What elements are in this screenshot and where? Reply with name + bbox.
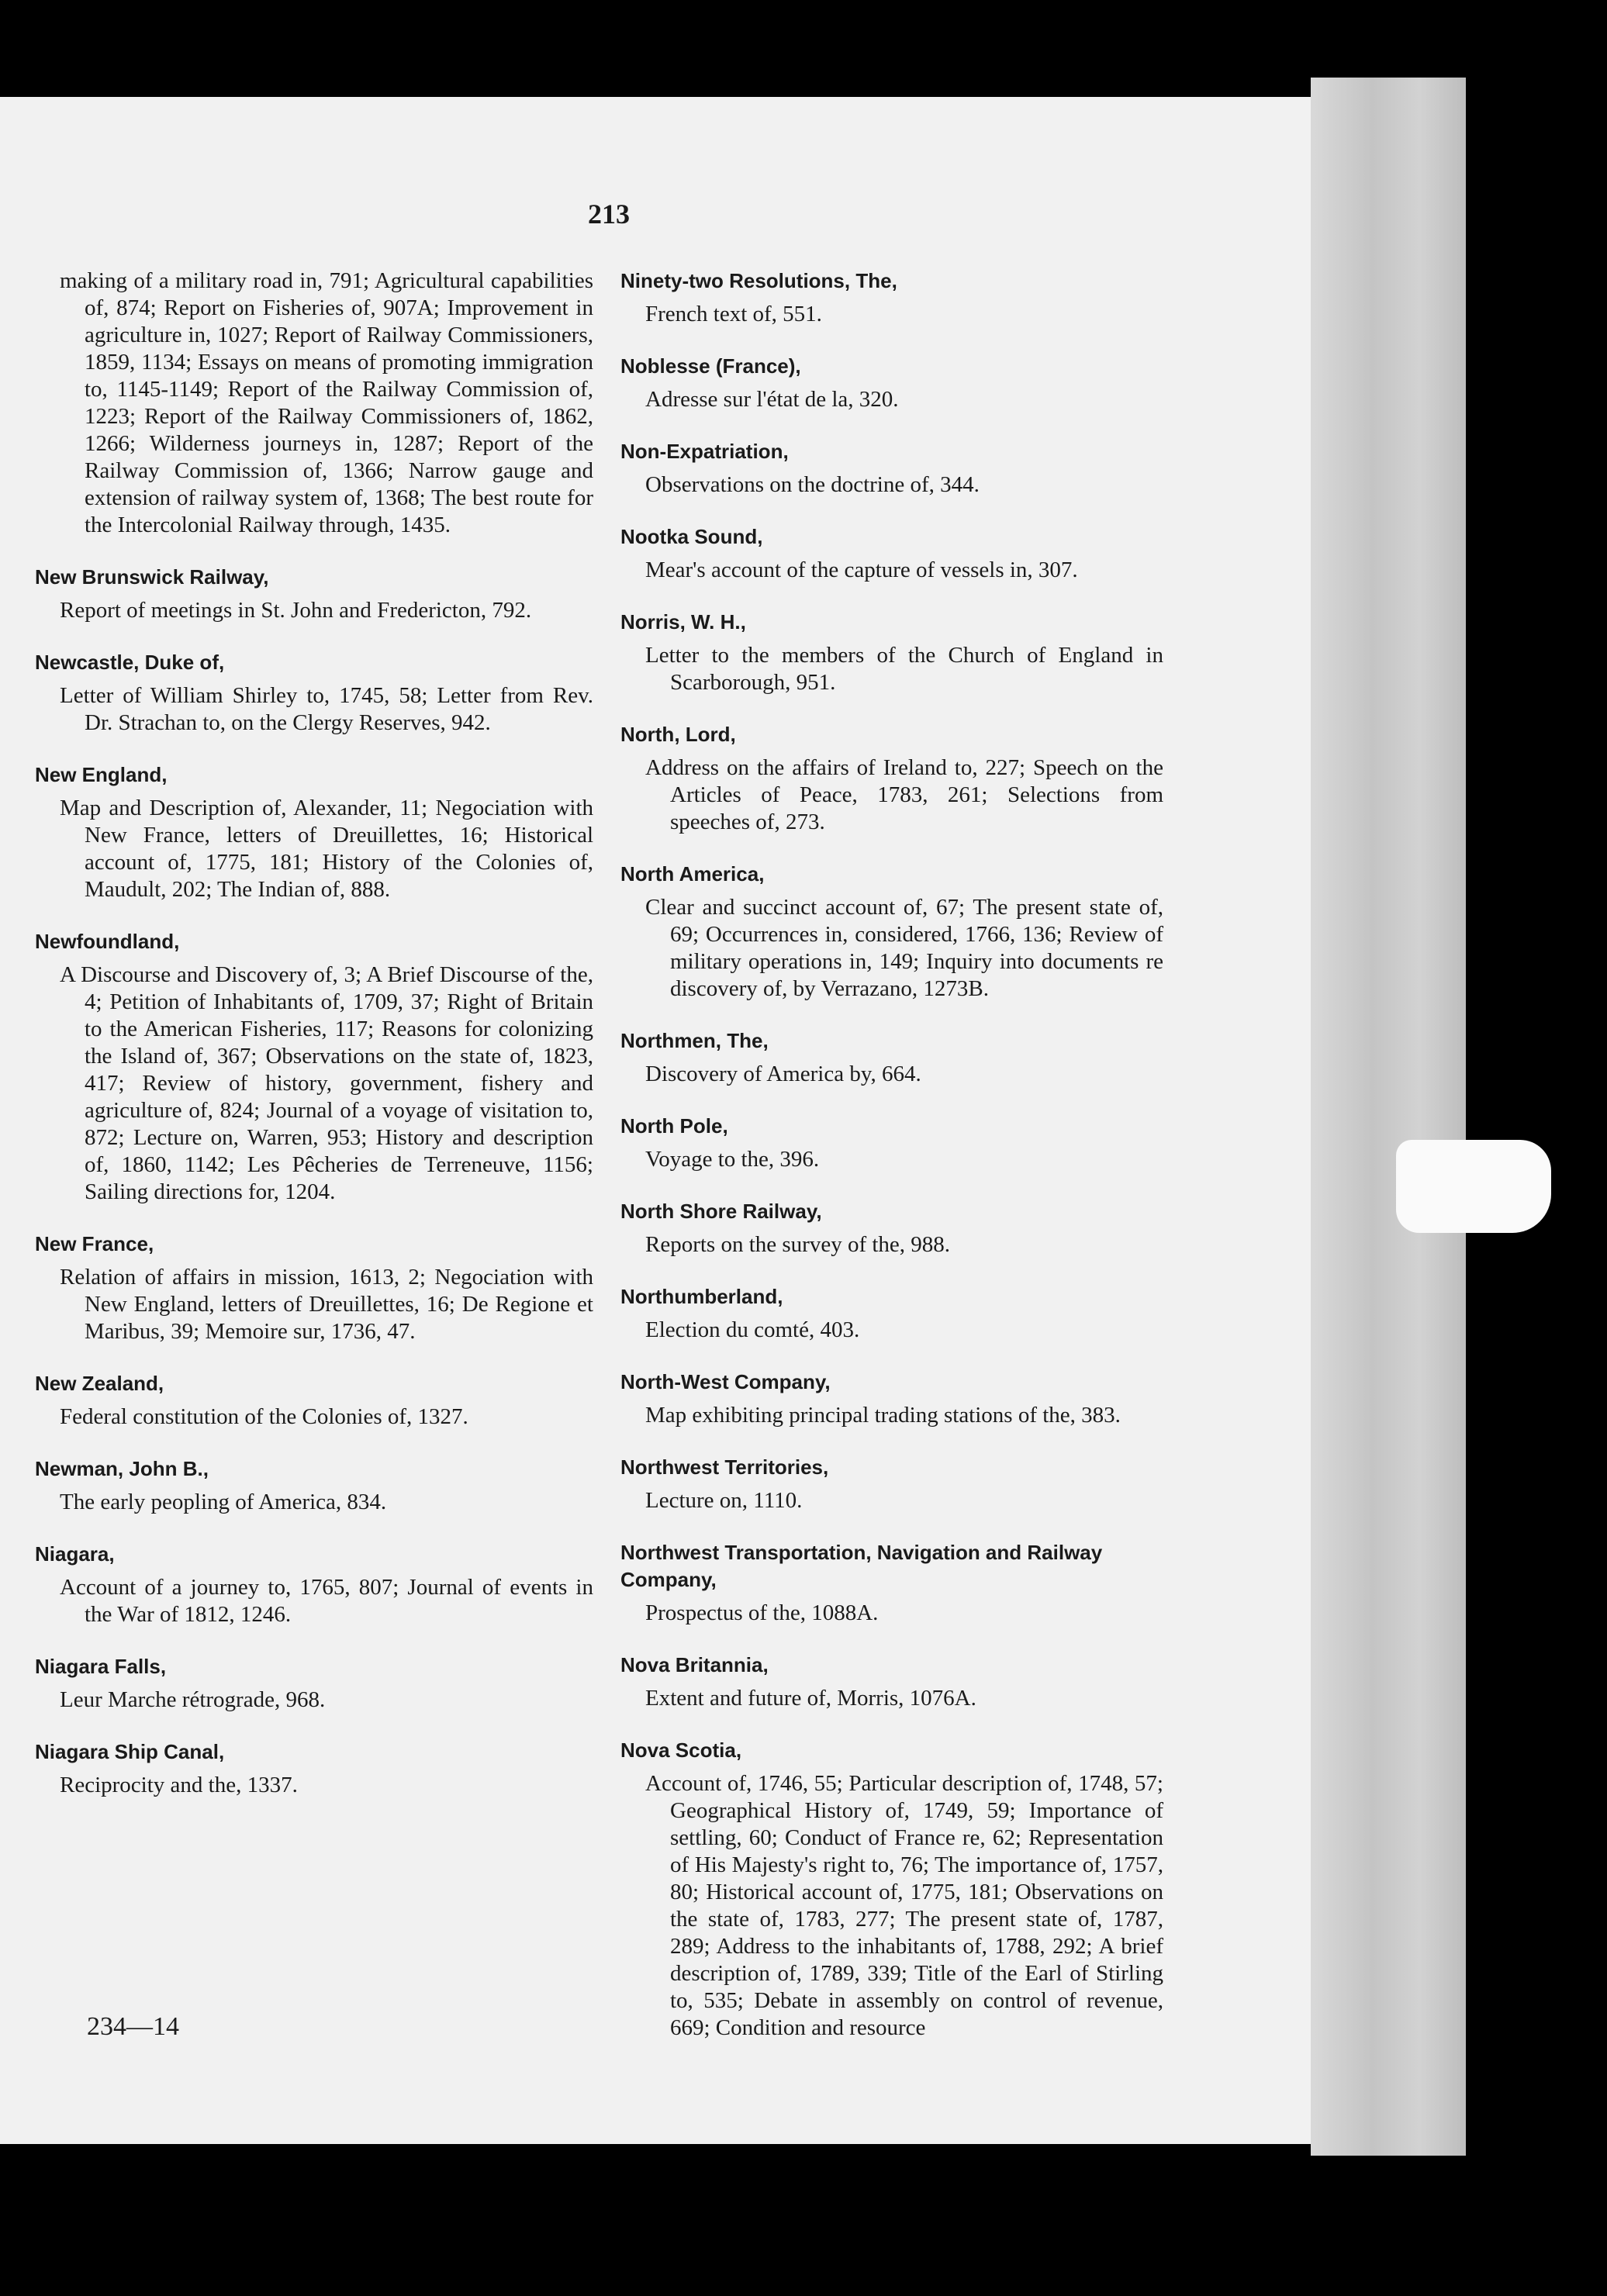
page-edge <box>1311 78 1466 2156</box>
entry-body: Reciprocity and the, 1337. <box>60 1773 298 1797</box>
index-entry <box>620 268 1163 328</box>
entry-heading: Niagara, <box>35 1542 115 1566</box>
entry-heading: Newfoundland, <box>35 930 180 953</box>
index-entry <box>620 1369 1163 1429</box>
paper-tear <box>1396 1140 1551 1233</box>
entry-body: Reports on the survey of the, 988. <box>645 1232 951 1257</box>
entry-heading: Northmen, The, <box>620 1029 769 1052</box>
index-entry <box>35 649 593 737</box>
index-entry <box>35 1231 593 1345</box>
entry-heading: North Shore Railway, <box>620 1200 822 1223</box>
entry-body: French text of, 551. <box>645 302 822 326</box>
entry-heading: North America, <box>620 862 765 886</box>
entry-body: Discovery of America by, 664. <box>645 1062 921 1086</box>
entry-body: Federal constitution of the Colonies of, 1327. <box>60 1404 468 1429</box>
entry-body: Election du comté, 403. <box>645 1317 860 1342</box>
entry-heading: Niagara Ship Canal, <box>35 1740 225 1763</box>
entry-heading: North-West Company, <box>620 1370 831 1393</box>
index-entry <box>620 1652 1163 1712</box>
index-entry <box>620 1737 1163 2042</box>
left-column <box>35 268 593 1824</box>
entry-body: Voyage to the, 396. <box>645 1147 820 1172</box>
entry-heading: Northumberland, <box>620 1285 783 1308</box>
entry-heading: North, Lord, <box>620 723 736 746</box>
entry-body: Extent and future of, Morris, 1076A. <box>645 1686 976 1711</box>
entry-heading: Northwest Territories, <box>620 1455 829 1479</box>
entry-heading: New France, <box>35 1232 154 1255</box>
index-entry <box>35 1455 593 1516</box>
entry-heading: Nootka Sound, <box>620 525 763 548</box>
entry-heading: Niagara Falls, <box>35 1655 167 1678</box>
index-entry <box>35 564 593 624</box>
index-entry <box>620 861 1163 1003</box>
index-entry <box>620 353 1163 413</box>
index-entry <box>35 928 593 1206</box>
entry-body: Map and Description of, Alexander, 11; Negociation with New France, letters of Dreuillettes, 16; Historical account of, 1775, 181; History of the Colonies of, Maudult, 202; The Indian of, 888. <box>60 796 593 902</box>
entry-heading: New Brunswick Railway, <box>35 565 269 589</box>
entry-body: Address on the affairs of Ireland to, 227; Speech on the Articles of Peace, 1783, 261; Selections from speeches of, 273. <box>645 755 1163 834</box>
index-entry <box>620 438 1163 499</box>
entry-heading: Nova Britannia, <box>620 1653 769 1676</box>
entry-body: Account of a journey to, 1765, 807; Journal of events in the War of 1812, 1246. <box>60 1575 593 1627</box>
entry-heading: New England, <box>35 763 168 786</box>
index-entry <box>620 1198 1163 1258</box>
entry-body: Letter to the members of the Church of England in Scarborough, 951. <box>645 643 1163 695</box>
entry-body: Leur Marche rétrograde, 968. <box>60 1687 326 1712</box>
entry-heading: North Pole, <box>620 1114 728 1138</box>
entry-body: Lecture on, 1110. <box>645 1488 803 1513</box>
index-entry <box>35 1738 593 1799</box>
signature-mark: 234—14 <box>87 2012 179 2041</box>
index-entry <box>620 1283 1163 1344</box>
entry-heading: Nova Scotia, <box>620 1738 742 1762</box>
entry-heading: New Zealand, <box>35 1372 164 1395</box>
entry-heading: Newman, John B., <box>35 1457 209 1480</box>
entry-body: Adresse sur l'état de la, 320. <box>645 387 899 412</box>
entry-heading: Newcastle, Duke of, <box>35 651 225 674</box>
right-column <box>620 268 1163 2066</box>
entry-body: Clear and succinct account of, 67; The present state of, 69; Occurrences in, considered, 1766, 136; Review of military operations in, 149; Inquiry into documents re discovery of, by Verrazano, 1273B. <box>645 895 1163 1001</box>
entry-body: The early peopling of America, 834. <box>60 1490 387 1514</box>
index-entry <box>620 721 1163 836</box>
index-entry <box>620 523 1163 584</box>
index-entry <box>620 1027 1163 1088</box>
entry-body: Letter of William Shirley to, 1745, 58; Letter from Rev. Dr. Strachan to, on the Clergy Reserves, 942. <box>60 683 593 735</box>
index-entry <box>35 1370 593 1431</box>
entry-heading: Ninety-two Resolutions, The, <box>620 269 897 292</box>
page-number: 213 <box>588 199 630 230</box>
index-entry <box>620 1113 1163 1173</box>
entry-body: Account of, 1746, 55; Particular description of, 1748, 57; Geographical History of, 1749, 59; Importance of settling, 60; Conduct of France re, 62; Representation of His Majesty's right to, 76; The importance of, 1757, 80; Historical account of, 1775, 181; Observations on the state of, 1783, 277; The present state of, 1787, 289; Address to the inhabitants of, 1788, 292; A brief description of, 1789, 339; Title of the Earl of Stirling to, 535; Debate in assembly on control of revenue, 669; Condition and resource <box>645 1771 1163 2040</box>
entry-body: Prospectus of the, 1088A. <box>645 1600 879 1625</box>
entry-body: Observations on the doctrine of, 344. <box>645 472 980 497</box>
entry-heading: Non-Expatriation, <box>620 440 789 463</box>
entry-body: Map exhibiting principal trading stations of the, 383. <box>645 1403 1121 1428</box>
index-entry <box>35 1653 593 1714</box>
entry-heading: Noblesse (France), <box>620 354 801 378</box>
entry-heading: Norris, W. H., <box>620 610 746 634</box>
continuation-text: making of a military road in, 791; Agricultural capabilities of, 874; Report on Fisheries of, 907A; Improvement in agriculture in, 1027; Report of Railway Commissioners, 1859, 1134; Essays on means of promoting immigration to, 1145-1149; Report of the Railway Commission of, 1223; Report of the Railway Commissioners of, 1862, 1266; Wilderness journeys in, 1287; Report of the Railway Commission of, 1366; Narrow gauge and extension of railway system of, 1368; The best route for the Intercolonial Railway through, 1435. <box>60 268 593 537</box>
index-entry <box>620 1454 1163 1514</box>
index-entry <box>35 761 593 903</box>
entry-body: Mear's account of the capture of vessels in, 307. <box>645 558 1078 582</box>
index-entry <box>620 609 1163 696</box>
entry-body: Relation of affairs in mission, 1613, 2; Negociation with New England, letters of Dreuillettes, 16; De Regione et Maribus, 39; Memoire sur, 1736, 47. <box>60 1265 593 1344</box>
entry-body: A Discourse and Discovery of, 3; A Brief Discourse of the, 4; Petition of Inhabitants of, 1709, 37; Right of Britain to the American Fisheries, 117; Reasons for colonizing the Island of, 367; Observations on the state of, 1823, 417; Review of history, government, fishery and agriculture of, 824; Journal of a voyage of visitation to, 872; Lecture on, Warren, 953; History and description of, 1860, 1142; Les Pêcheries de Terreneuve, 1156; Sailing directions for, 1204. <box>60 962 593 1204</box>
index-entry <box>620 1539 1163 1627</box>
entry-heading: Northwest Transportation, Navigation and Railway Company, <box>620 1541 1103 1591</box>
index-entry <box>35 1541 593 1628</box>
entry-body: Report of meetings in St. John and Fredericton, 792. <box>60 598 532 623</box>
